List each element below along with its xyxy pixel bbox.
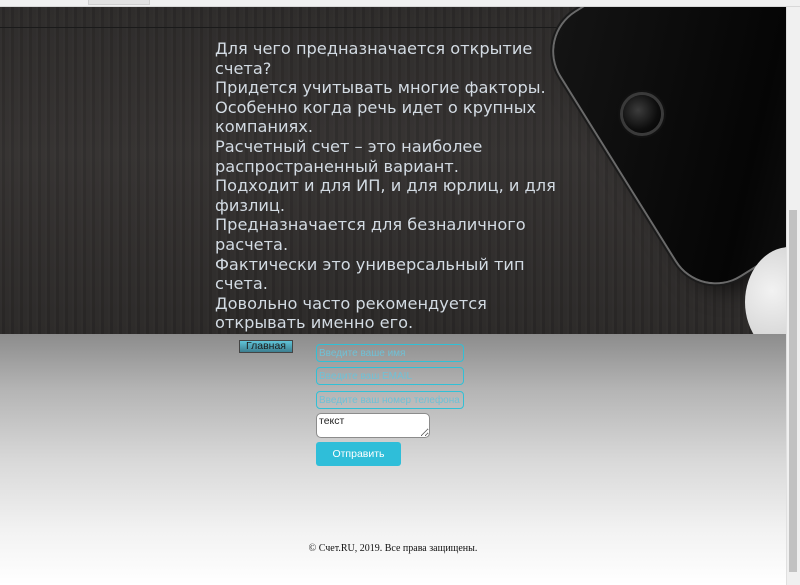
phone-camera-icon: [623, 95, 661, 133]
browser-tab[interactable]: [88, 0, 150, 5]
footer-copyright: © Счет.RU, 2019. Все права защищены.: [308, 543, 478, 554]
message-textarea[interactable]: [316, 413, 430, 438]
browser-top-strip: [0, 0, 800, 7]
hero-section: [0, 7, 786, 334]
hero-text: Для чего предназначается открытие счета? Придется учитывать многие факторы. Особенно когда речь идет о крупных компаниях. Расчетный счет – это наиболее распространенный вариант. Подходит и для ИП, и для юрлиц, и для физлиц. Предназначается для безналичного расчета. Фактически это универсальный тип счета. Довольно часто рекомендуется открывать именно его.: [215, 39, 556, 333]
email-input[interactable]: [316, 367, 464, 385]
home-nav-button[interactable]: Главная: [239, 340, 293, 353]
scrollbar-thumb[interactable]: [789, 210, 797, 572]
name-input[interactable]: [316, 344, 464, 362]
phone-input[interactable]: [316, 391, 464, 409]
submit-button[interactable]: Отправить: [316, 442, 401, 466]
